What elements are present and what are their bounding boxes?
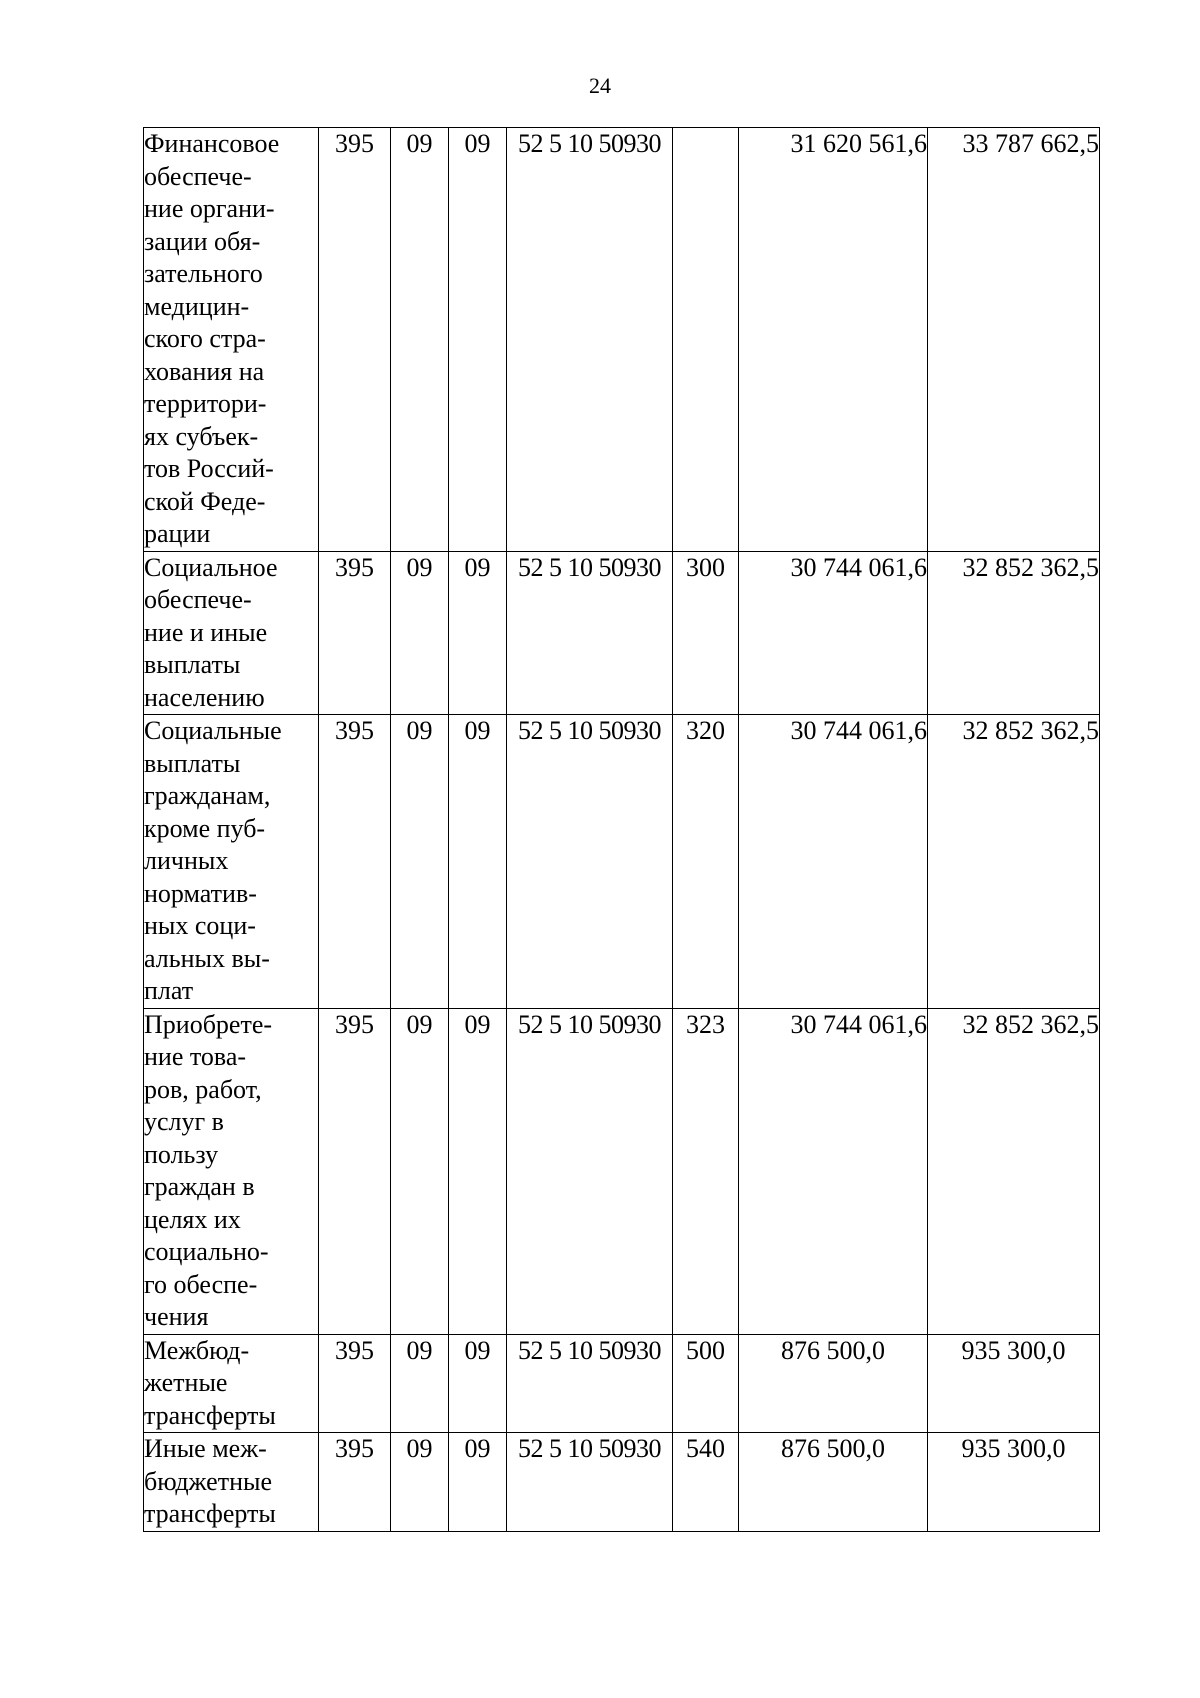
item-name-line: норматив- <box>144 878 257 908</box>
cell-target-article: 52 5 10 50930 <box>507 128 673 552</box>
item-name-line: ской Феде- <box>144 486 266 516</box>
item-name-line: жетные <box>144 1368 228 1397</box>
cell-section: 09 <box>391 1334 449 1433</box>
cell-expense-type: 300 <box>673 551 739 715</box>
cell-amount-year-1: 30 744 061,6 <box>739 1008 928 1334</box>
item-name-line: Приобрете- <box>144 1009 273 1039</box>
item-name-line: зации обя- <box>144 226 261 256</box>
cell-grbs: 395 <box>319 1433 391 1532</box>
item-name-line: социально- <box>144 1237 269 1266</box>
cell-amount-year-1: 31 620 561,6 <box>739 128 928 552</box>
cell-amount-year-1: 876 500,0 <box>739 1334 928 1433</box>
cell-amount-year-2: 32 852 362,5 <box>928 1008 1100 1334</box>
item-name-line: го обеспе- <box>144 1269 258 1299</box>
cell-expense-type: 320 <box>673 715 739 1009</box>
cell-expense-type: 540 <box>673 1433 739 1532</box>
cell-expense-type: 323 <box>673 1008 739 1334</box>
table-row <box>144 1334 1100 1433</box>
item-name-line: граждан в <box>144 1172 255 1201</box>
table-row <box>144 715 1100 1009</box>
item-name-line: ях субъек- <box>144 421 259 451</box>
item-name-line: выплаты <box>144 748 241 778</box>
cell-amount-year-1: 30 744 061,6 <box>739 715 928 1009</box>
cell-item-name <box>144 1008 319 1334</box>
cell-grbs: 395 <box>319 1008 391 1334</box>
cell-subsection: 09 <box>449 1008 507 1334</box>
cell-amount-year-2: 33 787 662,5 <box>928 128 1100 552</box>
cell-expense-type <box>673 128 739 552</box>
cell-item-name <box>144 715 319 1009</box>
cell-subsection: 09 <box>449 1334 507 1433</box>
item-name-line: Межбюд- <box>144 1335 250 1365</box>
item-name-line: пользу <box>144 1139 219 1169</box>
table-row <box>144 128 1100 552</box>
cell-subsection: 09 <box>449 551 507 715</box>
cell-amount-year-2: 935 300,0 <box>928 1433 1100 1532</box>
cell-subsection: 09 <box>449 128 507 552</box>
cell-amount-year-2: 935 300,0 <box>928 1334 1100 1433</box>
item-name-line: хования на <box>144 356 265 386</box>
item-name-line: ние органи- <box>144 194 275 223</box>
cell-section: 09 <box>391 715 449 1009</box>
table-row <box>144 551 1100 715</box>
cell-amount-year-2: 32 852 362,5 <box>928 551 1100 715</box>
cell-expense-type: 500 <box>673 1334 739 1433</box>
budget-table <box>143 127 1100 1532</box>
page-number: 24 <box>589 73 611 98</box>
item-name-line: Социальные <box>144 716 282 745</box>
cell-section: 09 <box>391 551 449 715</box>
cell-item-name <box>144 551 319 715</box>
item-name-line: бюджетные <box>144 1466 273 1496</box>
cell-grbs: 395 <box>319 128 391 552</box>
cell-section: 09 <box>391 1433 449 1532</box>
cell-item-name <box>144 1334 319 1433</box>
item-name-line: тов Россий- <box>144 454 274 483</box>
item-name-line: трансферты <box>144 1499 276 1528</box>
item-name-line: услуг в <box>144 1107 224 1136</box>
item-name-line: альных вы- <box>144 943 270 973</box>
cell-amount-year-1: 30 744 061,6 <box>739 551 928 715</box>
cell-grbs: 395 <box>319 715 391 1009</box>
item-name-line: обеспече- <box>144 585 252 614</box>
cell-subsection: 09 <box>449 715 507 1009</box>
item-name-line: ных соци- <box>144 911 256 940</box>
cell-subsection: 09 <box>449 1433 507 1532</box>
item-name-line: чения <box>144 1302 209 1331</box>
table-row <box>144 1008 1100 1334</box>
cell-amount-year-1: 876 500,0 <box>739 1433 928 1532</box>
item-name-line: целях их <box>144 1204 241 1234</box>
item-name-line: ского стра- <box>144 324 266 353</box>
table-body <box>144 128 1100 1532</box>
cell-section: 09 <box>391 128 449 552</box>
cell-item-name <box>144 1433 319 1532</box>
item-name-line: кроме пуб- <box>144 813 266 843</box>
cell-grbs: 395 <box>319 551 391 715</box>
item-name-line: ние това- <box>144 1042 247 1071</box>
item-name-line: территори- <box>144 389 267 418</box>
cell-amount-year-2: 32 852 362,5 <box>928 715 1100 1009</box>
item-name-line: зательного <box>144 259 263 288</box>
cell-target-article: 52 5 10 50930 <box>507 1008 673 1334</box>
item-name-line: рации <box>144 519 211 548</box>
cell-target-article: 52 5 10 50930 <box>507 1433 673 1532</box>
item-name-line: населению <box>144 682 265 712</box>
item-name-line: гражданам, <box>144 781 271 810</box>
item-name-line: Социальное <box>144 552 278 582</box>
cell-target-article: 52 5 10 50930 <box>507 1334 673 1433</box>
item-name-line: медицин- <box>144 291 250 321</box>
item-name-line: ров, работ, <box>144 1074 262 1104</box>
item-name-line: плат <box>144 976 194 1005</box>
table-row <box>144 1433 1100 1532</box>
cell-item-name <box>144 128 319 552</box>
cell-target-article: 52 5 10 50930 <box>507 715 673 1009</box>
cell-section: 09 <box>391 1008 449 1334</box>
item-name-line: выплаты <box>144 650 241 679</box>
cell-target-article: 52 5 10 50930 <box>507 551 673 715</box>
item-name-line: трансферты <box>144 1400 276 1430</box>
cell-grbs: 395 <box>319 1334 391 1433</box>
item-name-line: личных <box>144 846 229 875</box>
item-name-line: ние и иные <box>144 617 268 647</box>
item-name-line: Финансовое <box>144 129 280 158</box>
item-name-line: обеспече- <box>144 161 252 191</box>
item-name-line: Иные меж- <box>144 1434 267 1463</box>
